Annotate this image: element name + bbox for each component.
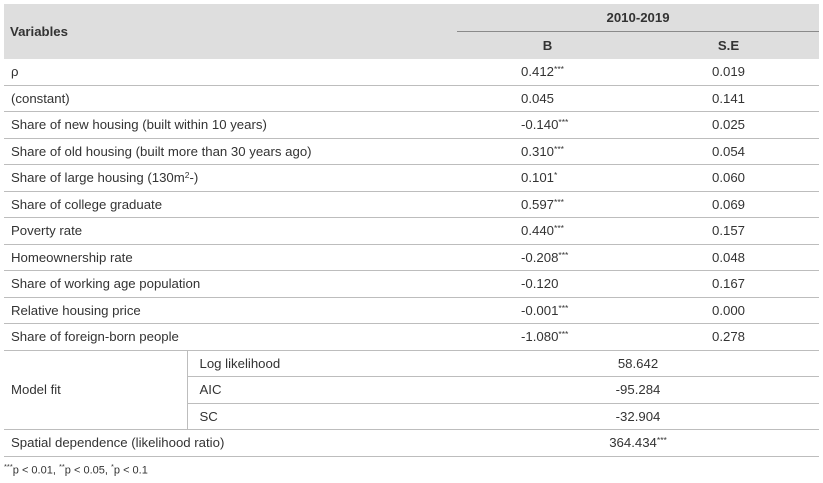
note-text-3: p < 0.1 — [113, 464, 148, 477]
standard-error-cell: 0.069 — [638, 191, 819, 218]
variable-name-tail: -) — [189, 170, 199, 186]
spatial-dependence-label: Spatial dependence (likelihood ratio) — [4, 430, 457, 457]
variable-name: Share of new housing (built within 10 years) — [4, 112, 457, 139]
coefficient-cell — [457, 138, 638, 165]
standard-error-cell: 0.167 — [638, 271, 819, 298]
table-row — [4, 191, 819, 218]
coefficient-cell — [457, 218, 638, 245]
significance-stars: *** — [558, 329, 569, 340]
coefficient-value: -0.208 — [521, 249, 559, 265]
model-fit-item-name: Log likelihood — [187, 350, 457, 377]
note-stars-2: ** — [58, 462, 65, 471]
table-row — [4, 165, 819, 192]
unit-superscript: 2 — [184, 170, 190, 181]
table-row — [4, 324, 819, 351]
coefficient-cell — [457, 59, 638, 85]
model-fit-row — [4, 350, 819, 377]
variable-name: Relative housing price — [4, 297, 457, 324]
coefficient-cell — [457, 165, 638, 192]
model-fit-label: Model fit — [4, 350, 187, 430]
regression-table — [4, 4, 819, 457]
significance-stars: *** — [558, 117, 569, 128]
coefficient-cell — [457, 324, 638, 351]
model-fit-item-value: -32.904 — [457, 403, 819, 430]
table-row — [4, 297, 819, 324]
coefficient-header: B — [457, 32, 638, 60]
significance-stars: *** — [554, 64, 564, 75]
coefficient-cell — [457, 297, 638, 324]
variable-name: Homeownership rate — [4, 244, 457, 271]
note-text-2: p < 0.05, — [64, 464, 111, 477]
coefficient-value: -0.140 — [521, 117, 559, 133]
standard-error-cell: 0.141 — [638, 85, 819, 112]
table-row — [4, 218, 819, 245]
variable-name: ρ — [4, 59, 457, 85]
table-row — [4, 138, 819, 165]
significance-stars: *** — [554, 143, 564, 154]
variable-name-cell — [4, 165, 457, 192]
coefficient-value: 0.045 — [521, 90, 555, 106]
coefficient-value: 0.440 — [521, 223, 555, 239]
coefficient-value: 0.101 — [521, 170, 555, 186]
variables-header: Variables — [4, 4, 457, 59]
standard-error-header: S.E — [638, 32, 819, 60]
significance-stars: * — [554, 170, 558, 181]
variable-name: Share of old housing (built more than 30 years ago) — [4, 138, 457, 165]
significance-stars: *** — [554, 196, 564, 207]
coefficient-value: 0.597 — [521, 196, 555, 212]
spatial-dependence-cell — [457, 430, 819, 457]
table-row — [4, 112, 819, 139]
model-fit-item-value: -95.284 — [457, 377, 819, 404]
note-stars-3: * — [110, 462, 114, 471]
significance-stars: *** — [558, 302, 569, 313]
significance-stars: *** — [656, 435, 667, 446]
coefficient-cell — [457, 112, 638, 139]
table-row — [4, 59, 819, 85]
standard-error-cell: 0.054 — [638, 138, 819, 165]
coefficient-value: 0.310 — [521, 143, 555, 159]
significance-stars: *** — [554, 223, 564, 234]
table-row — [4, 244, 819, 271]
coefficient-cell — [457, 191, 638, 218]
coefficient-value: -1.080 — [521, 329, 559, 345]
note-text-1: p < 0.01, — [12, 464, 59, 477]
significance-stars: *** — [558, 249, 569, 260]
significance-note — [4, 462, 148, 477]
standard-error-cell: 0.278 — [638, 324, 819, 351]
variable-name: Poverty rate — [4, 218, 457, 245]
model-fit-item-name: AIC — [187, 377, 457, 404]
model-fit-item-name: SC — [187, 403, 457, 430]
variable-name: Share of college graduate — [4, 191, 457, 218]
variable-name: (constant) — [4, 85, 457, 112]
spatial-dependence-row — [4, 430, 819, 457]
standard-error-cell: 0.019 — [638, 59, 819, 85]
coefficient-cell — [457, 271, 638, 298]
model-fit-item-value: 58.642 — [457, 350, 819, 377]
standard-error-cell: 0.060 — [638, 165, 819, 192]
standard-error-cell: 0.157 — [638, 218, 819, 245]
table-row — [4, 271, 819, 298]
variable-name: Share of large housing (130m — [11, 170, 185, 186]
standard-error-cell: 0.000 — [638, 297, 819, 324]
coefficient-value: -0.001 — [521, 302, 559, 318]
coefficient-cell — [457, 85, 638, 112]
variable-name: Share of working age population — [4, 271, 457, 298]
standard-error-cell: 0.048 — [638, 244, 819, 271]
standard-error-cell: 0.025 — [638, 112, 819, 139]
variable-name: Share of foreign-born people — [4, 324, 457, 351]
spatial-dependence-value: 364.434 — [609, 435, 657, 451]
note-stars-1: *** — [4, 462, 13, 471]
table-row — [4, 85, 819, 112]
period-header: 2010-2019 — [457, 4, 819, 32]
coefficient-value: 0.412 — [521, 64, 555, 80]
coefficient-cell — [457, 244, 638, 271]
coefficient-value: -0.120 — [521, 276, 559, 292]
